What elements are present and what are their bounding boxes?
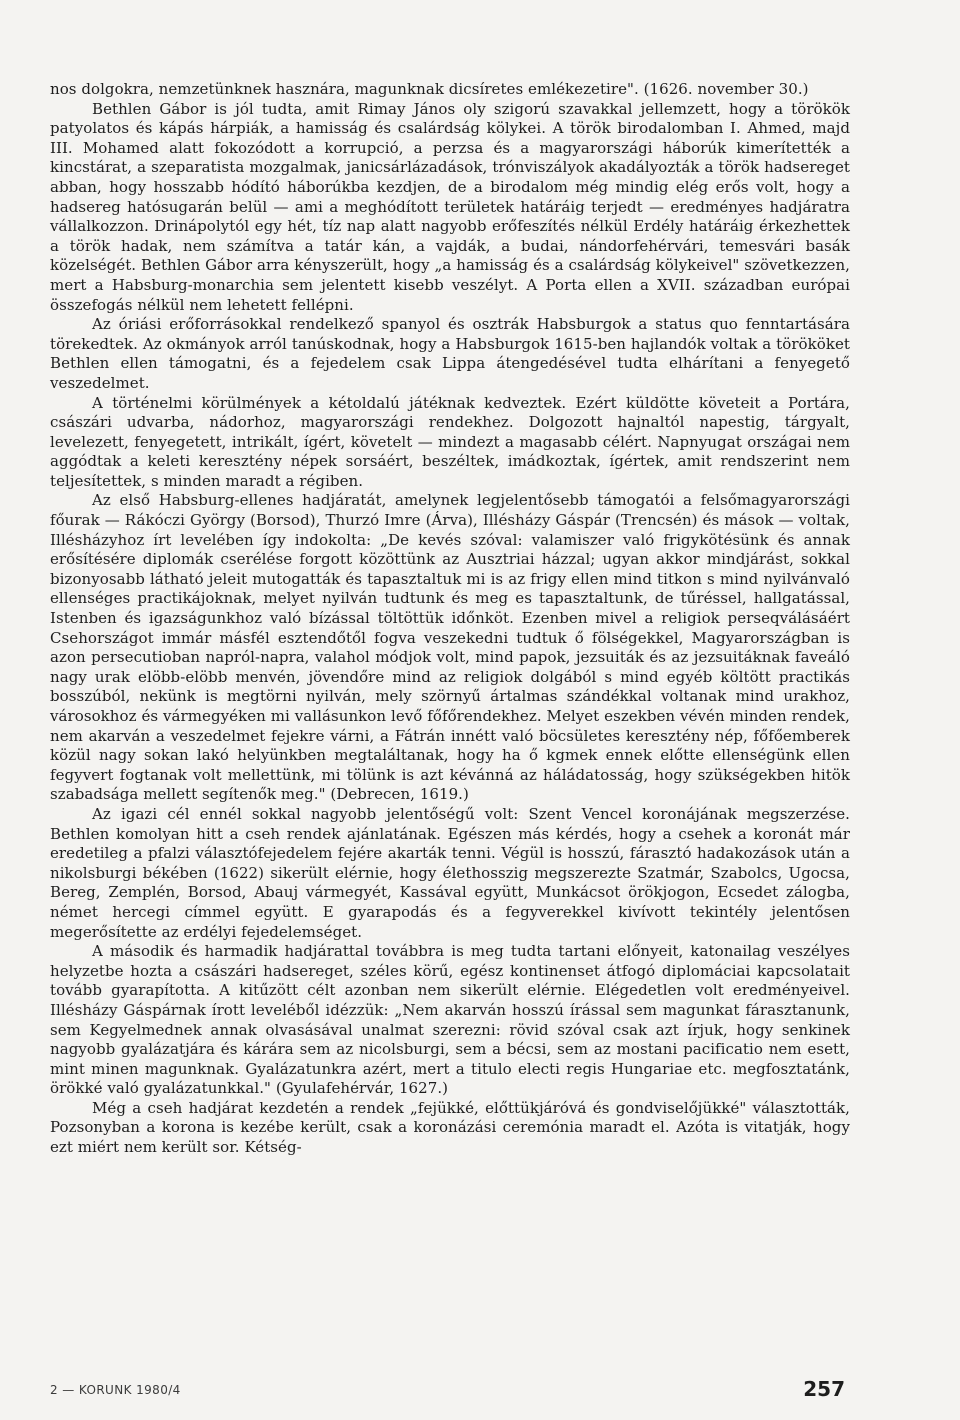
paragraph-5: Az első Habsburg-ellenes hadjáratát, amelynek legjelentősebb támogatói a felsőmagyarországi főurak — Rákóczi György (Borsod), Thurzó Imre (Árva), Illésházy Gáspár (Trencsén) és mások — voltak, Illésházyhoz írt levelében így indokolta: „De kevés szóval: valamiszer való frigykötésünk és annak erősítésére diplomák cserélése forgott közöttünk az Ausztriai házzal; ugyan akkor mindjárást, sokkal bizonyosabb látható jeleit mutogatták és tapasztaltuk mi is az frigy ellen mind titkon s mind nyilvánvaló ellenséges practikájoknak, melyet nyilván tudtunk és meg es tapasztaltunk, de tűréssel, hallgatással, Istenben és igazságunkhoz való bízással töltöttük időnköt. Ezenben mivel a religiok perseqválásáért Csehországot immár másfél esztendőtől fogva veszekedni tudtuk ő fölségekkel, Magyarországban is azon persecutioban napról-napra, valahol módjok volt, mind papok, jezsuiták és az jezsuitáknak faveáló nagy urak elöbb-elöbb menvén, jövendőre mind az religiok dolgából s mind egyéb költött practikás bosszúból, nekünk is megtörni nyilván, mely szörnyű ártalmas szándékkal voltanak mind urakhoz, városokhoz és vármegyéken mi vallásunkon levő főfőrendekhez. Melyet eszekben vévén minden rendek, nem akarván a veszedelmet fejekre várni, a Fátrán innétt való böcsületes keresztény nép, főfőemberek közül nagy sokan lakó helyünkben megtaláltanak, hogy ha ő kgmek ennek előtte ellenségünk ellen fegyvert fogtanak volt mellettünk, mi tölünk is azt kévánná az háládatosság, hogy szükségekben hitök szabadsága mellett segítenők meg." (Debrecen, 1619.) (50, 491, 850, 804)
paragraph-2: Bethlen Gábor is jól tudta, amit Rimay János oly szigorú szavakkal jellemzett, hogy a törökök patyolatos és kápás hárpiák, a hamisság és csalárdság kölykei. A török birodalomban I. Ahmed, majd III. Mohamed alatt fokozódott a korrupció, a perzsa és a magyarországi háborúk kimerítették a kincstárat, a szeparatista mozgalmak, janicsárlázadások, trónviszályok akadályozták a török hadsereget abban, hogy hosszabb hódító háborúkba kezdjen, de a birodalom még mindig elég erős volt, hogy a hadsereg hatósugarán belül — ami a meghódított területek határáig terjedt — eredményes hadjáratra vállalkozzon. Drinápolytól egy hét, tíz nap alatt nagyobb erőfeszítés nélkül Erdély határáig érkezhettek a török hadak, nem számítva a tatár kán, a vajdák, a budai, nándorfehérvári, temesvári basák közelségét. Bethlen Gábor arra kényszerült, hogy „a hamisság és a csalárdság kölykeivel" szövetkezzen, mert a Habsburg-monarchia sem jelentett kisebb veszélyt. A Porta ellen a XVII. században európai összefogás nélkül nem lehetett fellépni. (50, 99, 850, 314)
paragraph-6: Az igazi cél ennél sokkal nagyobb jelentőségű volt: Szent Vencel koronájának megszerzése. Bethlen komolyan hitt a cseh rendek ajánlatának. Egészen más kérdés, hogy a csehek a koronát már eredetileg a pfalzi választófejedelem fejére akarták tenni. Végül is hosszú, fárasztó hadakozások után a nikolsburgi békében (1622) sikerült elérnie, hogy élethosszig megszerezte Szatmár, Szabolcs, Ugocsa, Bereg, Zemplén, Borsod, Abauj vármegyét, Kassával együtt, Munkácsot örökjogon, Ecsedet zálogba, német hercegi címmel együtt. E gyarapodás és a fegyverekkel kivívott tekintély jelentősen megerősítette az erdélyi fejedelemséget. (50, 804, 850, 941)
paragraph-8: Még a cseh hadjárat kezdetén a rendek „fejükké, előttükjáróvá és gondviselőjükké" választották, Pozsonyban a korona is kezébe került, csak a koronázási ceremónia maradt el. Azóta is vitatják, hogy ezt miért nem került sor. Kétség- (50, 1098, 850, 1157)
paragraph-3: Az óriási erőforrásokkal rendelkező spanyol és osztrák Habsburgok a status quo fenntartására törekedtek. Az okmányok arról tanúskodnak, hogy a Habsburgok 1615-ben hajlandók voltak a törököket Bethlen ellen támogatni, és a fejedelem csak Lippa átengedésével tudta elhárítani a fenyegető veszedelmet. (50, 315, 850, 392)
paragraph-4: A történelmi körülmények a kétoldalú játéknak kedveztek. Ezért küldötte követeit a Portára, császári udvarba, nádorhoz, magyarországi rendekhez. Dolgozott hajnaltól napestig, tárgyalt, levelezett, fenyegetett, intrikált, ígért, követelt — mindezt a magasabb célért. Napnyugat országai nem aggódtak a keleti keresztény népek sorsáért, beszéltek, imádkoztak, ígértek, amit rendszerint nem teljesítettek, s minden maradt a régiben. (50, 393, 850, 490)
paragraph-7: A második és harmadik hadjárattal továbbra is meg tudta tartani előnyeit, katonailag veszélyes helyzetbe hozta a császári hadsereget, széles körű, egész kontinenset átfogó diplomáciai kapcsolatait tovább gyarapította. A kitűzött célt azonban nem sikerült elérnie. Elégedetlen volt eredményeivel. Illésházy Gáspárnak írott leveléből idézzük: „Nem akarván hosszú írással sem magunkat fárasztanunk, sem Kegyelmednek annak olvasásával unalmat szerezni: rövid szóval csak azt írjuk, hogy senkinek nagyobb gyalázatjára és kárára sem az nicolsburgi, sem a bécsi, sem az mostani pacificatio nem esett, mint minen magunknak. Gyalázatunkra azért, mert a titulo electi regis Hungariae etc. megfosztatánk, örökké való gyalázatunkkal." (Gyulafehérvár, 1627.) (50, 942, 850, 1098)
page-number: 257 (803, 1377, 845, 1401)
journal-source: 2 — KORUNK 1980/4 (50, 1383, 181, 1397)
page-footer (50, 1377, 845, 1407)
paragraph-1: nos dolgokra, nemzetünknek hasznára, magunknak dicsíretes emlékezetire". (1626. november 30.) (50, 80, 809, 98)
page-body (50, 80, 850, 1158)
